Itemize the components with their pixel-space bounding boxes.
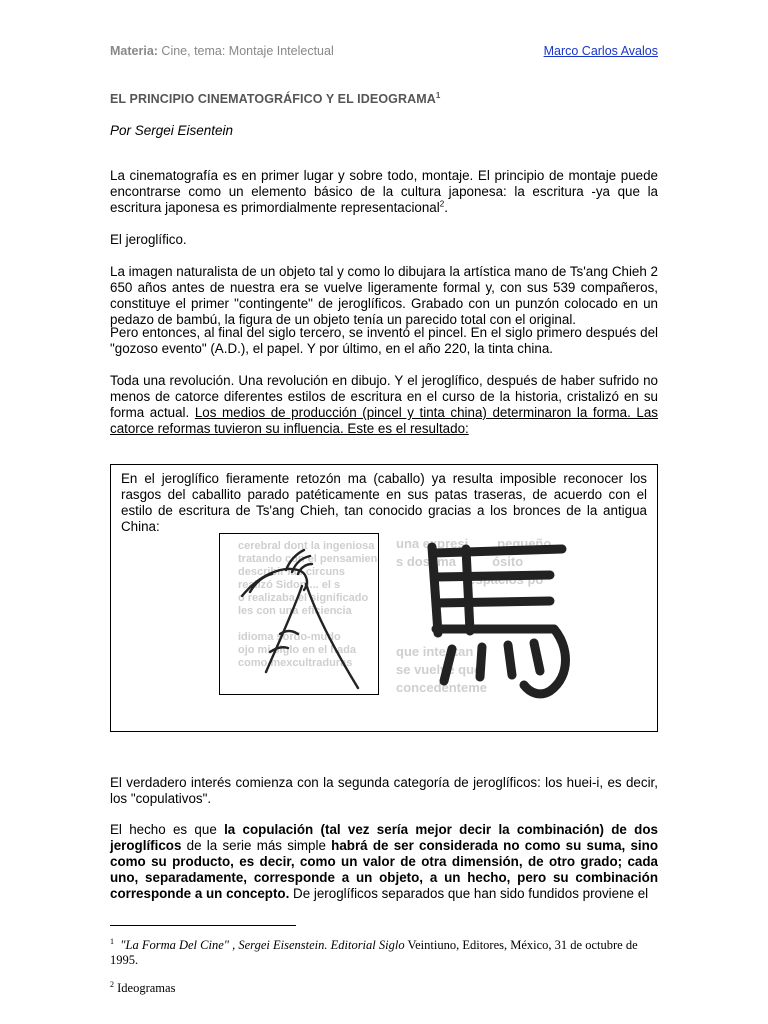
combinacion-c: de la serie más simple bbox=[181, 838, 332, 853]
intro-text: La cinematografía es en primer lugar y sobre todo, montaje. El principio de montaje puede encontrarse como un elemento básico de la cultura japonesa: la escritura -ya que la escritura japonesa es primordialmente representacional bbox=[110, 168, 658, 215]
footnote-1-rest: Veintiuno, Editores, México, 31 de octubre de 1995. bbox=[110, 938, 638, 968]
footnote-1 bbox=[110, 934, 658, 968]
footnote-2 bbox=[110, 977, 658, 996]
combinacion-e: De jeroglíficos separados que han sido fundidos proviene el bbox=[289, 886, 649, 901]
revolucion-underlined: Los medios de producción (pincel y tinta china) determinaron la forma. Las catorce reformas tuvieron su influencia. Este es el resultado: bbox=[110, 405, 659, 436]
footnote-1-italic: "La Forma Del Cine" , Sergei Eisenstein. Editorial Siglo bbox=[120, 938, 405, 953]
paragraph-pincel: Pero entonces, al final del siglo tercero, se inventó el pincel. En el siglo primero después del "gozoso evento" (A.D.), el papel. Y por último, en el año 220, la tinta china. bbox=[110, 325, 658, 356]
document-title bbox=[110, 91, 440, 106]
modern-horse-character-icon bbox=[390, 525, 605, 710]
footnote-1-mark: 1 bbox=[110, 937, 114, 946]
bleed-through-text: cerebral dont la ingeniosa tratando con el pensamien describir las circuns realizó Sidoni... el s o realizaba el significado les con una eficiencia idioma sordo-mudo ojo mi siglo en el hada como mexcultraduras bbox=[238, 540, 378, 669]
footnote-2-mark: 2 bbox=[110, 980, 114, 989]
figure-box-text: En el jeroglífico fieramente retozón ma (caballo) ya resulta imposible reconocer los rasgos del caballito parado patéticamente en sus patas traseras, de acuerdo con el estilo de escritura de Ts'ang Chieh, tan conocido gracias a los bronces de la antigua China: bbox=[121, 471, 647, 534]
footnote-2-text: Ideogramas bbox=[114, 981, 176, 996]
ancient-horse-figure bbox=[219, 533, 379, 695]
bleed-through-text-2: una expresi pequeño s dos ima ósito espacios po que intentan se vuelve que concedenteme bbox=[396, 536, 552, 695]
subject-label: Materia: bbox=[110, 44, 158, 58]
footnote-ref-2[interactable]: 2 bbox=[439, 199, 445, 209]
paragraph-combinacion bbox=[110, 822, 658, 902]
revolucion-text: Toda una revolución. Una revolución en dibujo. Y el jeroglífico, después de haber sufrido no menos de catorce diferentes estilos de escritura en el curso de la historia, cristalizó en su forma actual. bbox=[110, 373, 658, 420]
intro-end: . bbox=[444, 200, 448, 215]
ancient-horse-glyph-icon bbox=[220, 534, 379, 695]
combinacion-a: El hecho es que bbox=[110, 822, 225, 837]
page-header bbox=[110, 44, 658, 58]
combinacion-b: la copulación (tal vez sería mejor decir la combinación) de dos jeroglíficos bbox=[110, 822, 658, 853]
paragraph-copulativos: El verdadero interés comienza con la segunda categoría de jeroglíficos: los huei-i, es decir, los "copulativos". bbox=[110, 775, 658, 806]
footnote-divider bbox=[110, 925, 296, 926]
combinacion-d: habrá de ser considerada no como su suma, sino como su producto, es decir, como un valor de otra dimensión, de otro grado; cada uno, separadamente, corresponde a un objeto, a un hecho, pero su combinación corresponde a un concepto. bbox=[110, 838, 658, 901]
subject-text: Cine, tema: Montaje Intelectual bbox=[157, 44, 334, 58]
title-footnote-mark[interactable]: 1 bbox=[435, 91, 441, 100]
modern-horse-figure bbox=[390, 525, 605, 710]
title-text: EL PRINCIPIO CINEMATOGRÁFICO Y EL IDEOGRAMA bbox=[110, 92, 436, 107]
byline: Por Sergei Eisentein bbox=[110, 123, 234, 138]
paragraph-naturalista: La imagen naturalista de un objeto tal y como lo dibujara la artística mano de Ts'ang Chieh 2 650 años antes de nuestra era se vuelve ligeramente formal y, con sus 539 compañeros, constituye el primer "contingente" de jeroglíficos. Grabado con un punzón colocado en un pedazo de bambú, la figura de un objeto tenía un parecido total con el original. bbox=[110, 264, 658, 327]
paragraph-heading-jeroglifico: El jeroglífico. bbox=[110, 232, 187, 247]
author-link[interactable]: Marco Carlos Avalos bbox=[543, 44, 658, 58]
paragraph-intro bbox=[110, 168, 658, 216]
paragraph-revolucion bbox=[110, 373, 658, 437]
